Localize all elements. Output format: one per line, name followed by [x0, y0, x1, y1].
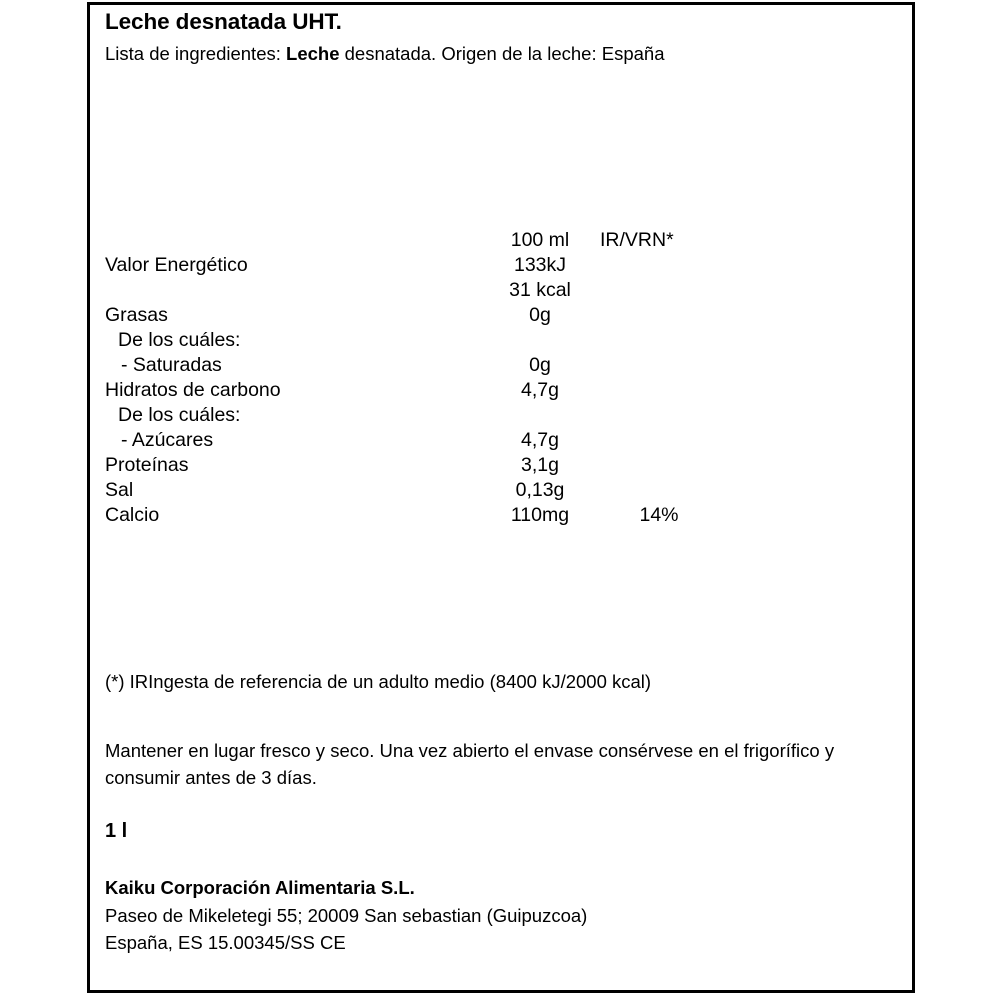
nutrition-row	[90, 504, 912, 529]
manufacturer-block	[105, 874, 587, 957]
nutrition-table	[90, 229, 912, 529]
ingredients-suffix: desnatada. Origen de la leche: España	[339, 43, 665, 64]
nutrition-row	[90, 329, 912, 354]
page-title: Leche desnatada UHT.	[105, 9, 342, 34]
nutrition-row	[90, 379, 912, 404]
reference-intake-footnote: (*) IRIngesta de referencia de un adulto medio (8400 kJ/2000 kcal)	[105, 671, 652, 692]
nutrition-row-label: Valor Energético	[105, 254, 248, 276]
nutrition-rows	[90, 254, 912, 529]
storage-instructions: Mantener en lugar fresco y seco. Una vez abierto el envase consérvese en el frigorífico y consumir antes de 3 días.	[105, 740, 835, 788]
nutrition-row-label: Grasas	[105, 304, 168, 326]
nutrition-row-label: De los cuáles:	[118, 404, 241, 426]
product-label-frame	[87, 2, 915, 993]
nutrition-row-label: De los cuáles:	[118, 329, 241, 351]
nutrition-row-label: - Azúcares	[121, 429, 214, 451]
nutrition-row-label: Calcio	[105, 504, 160, 526]
nutrition-row-percent: 14%	[639, 504, 679, 526]
nutrition-row	[90, 279, 912, 304]
nutrition-row-label: Hidratos de carbono	[105, 379, 281, 401]
nutrition-header-reference: IR/VRN*	[600, 229, 674, 251]
ingredients-list	[105, 43, 665, 65]
nutrition-header-row	[90, 229, 912, 254]
nutrition-row	[90, 354, 912, 379]
nutrition-row	[90, 404, 912, 429]
nutrition-row-value: 0g	[529, 354, 551, 376]
ingredients-allergen: Leche	[286, 43, 340, 64]
nutrition-row	[90, 454, 912, 479]
nutrition-row-label: - Saturadas	[121, 354, 222, 376]
net-volume: 1 l	[105, 820, 128, 842]
nutrition-row-label: Sal	[105, 479, 134, 501]
manufacturer-address: Paseo de Mikeletegi 55; 20009 San sebastian (Guipuzcoa)	[105, 904, 588, 926]
nutrition-row-label: Proteínas	[105, 454, 189, 476]
nutrition-row	[90, 254, 912, 279]
label-content	[90, 5, 912, 990]
manufacturer-name: Kaiku Corporación Alimentaria S.L.	[105, 877, 415, 898]
nutrition-row-value: 110mg	[510, 504, 570, 526]
ingredients-prefix: Lista de ingredientes:	[105, 43, 287, 64]
nutrition-row-value: 4,7g	[521, 429, 559, 451]
nutrition-row-value: 133kJ	[513, 254, 567, 276]
nutrition-header-serving: 100 ml	[510, 229, 570, 251]
nutrition-row	[90, 479, 912, 504]
nutrition-row	[90, 429, 912, 454]
nutrition-row-value: 4,7g	[521, 379, 559, 401]
nutrition-row-value: 31 kcal	[509, 279, 571, 301]
manufacturer-country-code: España, ES 15.00345/SS CE	[105, 932, 346, 953]
nutrition-row-value: 3,1g	[521, 454, 559, 476]
nutrition-row-value: 0g	[529, 304, 551, 326]
nutrition-row-value: 0,13g	[515, 479, 565, 501]
nutrition-row	[90, 304, 912, 329]
